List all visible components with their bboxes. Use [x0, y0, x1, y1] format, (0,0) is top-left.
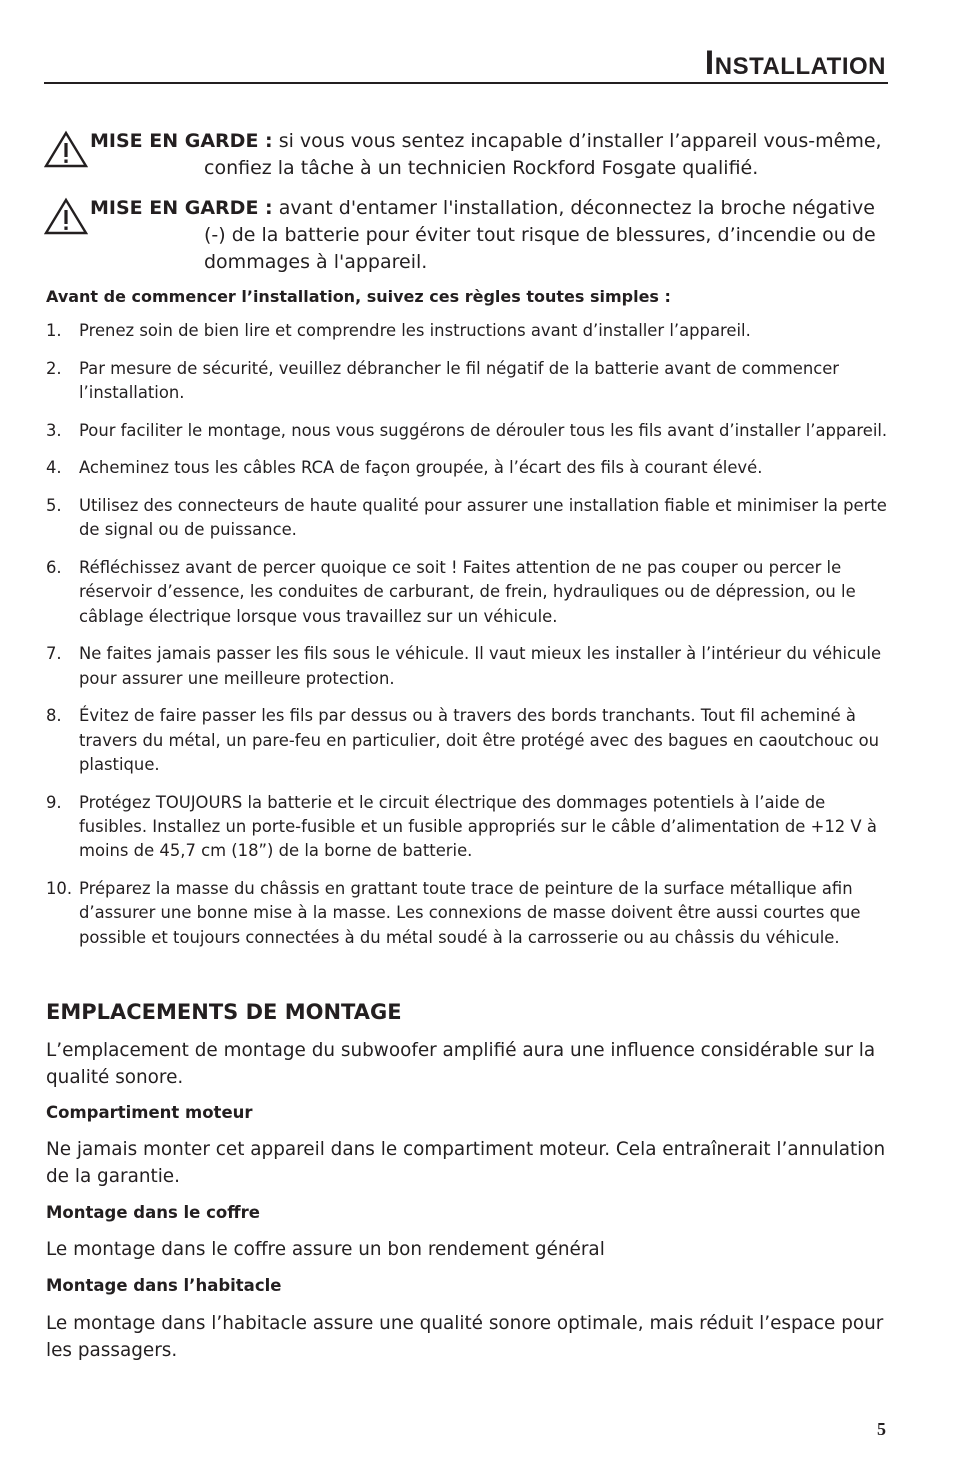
item-text: Réfléchissez avant de percer quoique ce soit ! Faites attention de ne pas couper ou percer le réservoir d’essence, les conduites de carburant, de frein, hydrauliques ou de dépression, ou le câblage électrique lorsque vous travaillez sur un véhicule. [79, 557, 856, 626]
item-number: 5. [46, 495, 62, 515]
item-text: Évitez de faire passer les fils par dessus ou à travers des bords tranchants. Tout fil acheminé à travers du métal, un pare-feu en particulier, doit être protégé avec des bagues en caoutchouc ou plastique. [79, 706, 880, 774]
rules-list [46, 319, 891, 963]
item-number: 7. [46, 644, 62, 664]
caution-label: MISE EN GARDE : [90, 130, 273, 152]
item-number: 1. [46, 321, 62, 340]
list-item [46, 791, 891, 864]
item-text: Par mesure de sécurité, veuillez débrancher le fil négatif de la batterie avant de commencer l’installation. [79, 358, 840, 402]
caution-notice-1 [44, 128, 889, 182]
caution-continuation: confiez la tâche à un technicien Rockford Fosgate qualifié. [204, 157, 759, 179]
caution-text [90, 128, 889, 182]
item-text: Acheminez tous les câbles RCA de façon groupée, à l’écart des fils à courant élevé. [79, 458, 763, 478]
item-text: Utilisez des connecteurs de haute qualité pour assurer une installation fiable et minimiser la perte de signal ou de puissance. [79, 495, 887, 540]
list-item [46, 642, 891, 691]
page-title: Installation [704, 44, 886, 82]
subheading-engine-compartment: Compartiment moteur [46, 1103, 253, 1122]
item-number: 9. [46, 792, 62, 812]
item-text: Préparez la masse du châssis en grattant toute trace de peinture de la surface métallique afin d’assurer une bonne mise à la masse. Les connexions de masse doivent être aussi courtes que possible et toujours connectées à du métal soudé à la carrosserie ou au châssis du véhicule. [79, 879, 861, 947]
list-item [46, 419, 891, 443]
list-item [46, 556, 891, 629]
trunk-mounting-text: Le montage dans le coffre assure un bon rendement général [46, 1239, 605, 1260]
header-rule [44, 82, 888, 84]
item-number: 8. [46, 706, 62, 726]
page-number: 5 [877, 1419, 886, 1439]
item-text: Ne faites jamais passer les fils sous le véhicule. Il vaut mieux les installer à l’intérieur du véhicule pour assurer une meilleure protection. [79, 644, 882, 688]
caution-continuation: (-) de la batterie pour éviter tout risque de blessures, d’incendie ou de dommages à l'appareil. [204, 224, 876, 273]
item-number: 3. [46, 420, 62, 440]
item-text: Pour faciliter le montage, nous vous suggérons de dérouler tous les fils avant d’installer l’appareil. [79, 420, 888, 440]
list-item [46, 494, 891, 543]
cabin-mounting-text: Le montage dans l’habitacle assure une qualité sonore optimale, mais réduit l’espace pour les passagers. [46, 1313, 884, 1361]
caution-first-line: avant d'entamer l'installation, déconnectez la broche négative [272, 197, 875, 219]
item-number: 4. [46, 458, 62, 478]
warning-icon [44, 130, 88, 168]
caution-text [90, 195, 889, 276]
warning-icon [44, 197, 88, 235]
item-number: 10. [46, 879, 73, 898]
caution-first-line: si vous vous sentez incapable d’installer l’appareil vous-même, [272, 130, 882, 152]
item-text: Prenez soin de bien lire et comprendre les instructions avant d’installer l’appareil. [79, 321, 751, 340]
list-item [46, 319, 891, 343]
rules-heading: Avant de commencer l’installation, suivez ces règles toutes simples : [46, 287, 671, 306]
item-text: Protégez TOUJOURS la batterie et le circuit électrique des dommages potentiels à l’aide de fusibles. Installez un porte-fusible et un fusible appropriés sur le câble d’alimentation de +12 V à moins de 45,7 cm (18”) de la borne de batterie. [79, 792, 877, 861]
caution-label: MISE EN GARDE : [90, 197, 273, 219]
subheading-cabin-mounting: Montage dans l’habitacle [46, 1276, 282, 1295]
mounting-intro: L’emplacement de montage du subwoofer amplifié aura une influence considérable sur la qualité sonore. [46, 1040, 876, 1088]
list-item [46, 456, 891, 480]
item-number: 2. [46, 358, 62, 378]
engine-compartment-text: Ne jamais monter cet appareil dans le compartiment moteur. Cela entraînerait l’annulation de la garantie. [46, 1139, 886, 1187]
list-item [46, 704, 891, 777]
caution-notice-2 [44, 195, 889, 276]
list-item [46, 877, 891, 950]
item-number: 6. [46, 557, 62, 577]
list-item [46, 357, 891, 406]
section-heading: EMPLACEMENTS DE MONTAGE [46, 1000, 402, 1024]
subheading-trunk-mounting: Montage dans le coffre [46, 1203, 260, 1222]
